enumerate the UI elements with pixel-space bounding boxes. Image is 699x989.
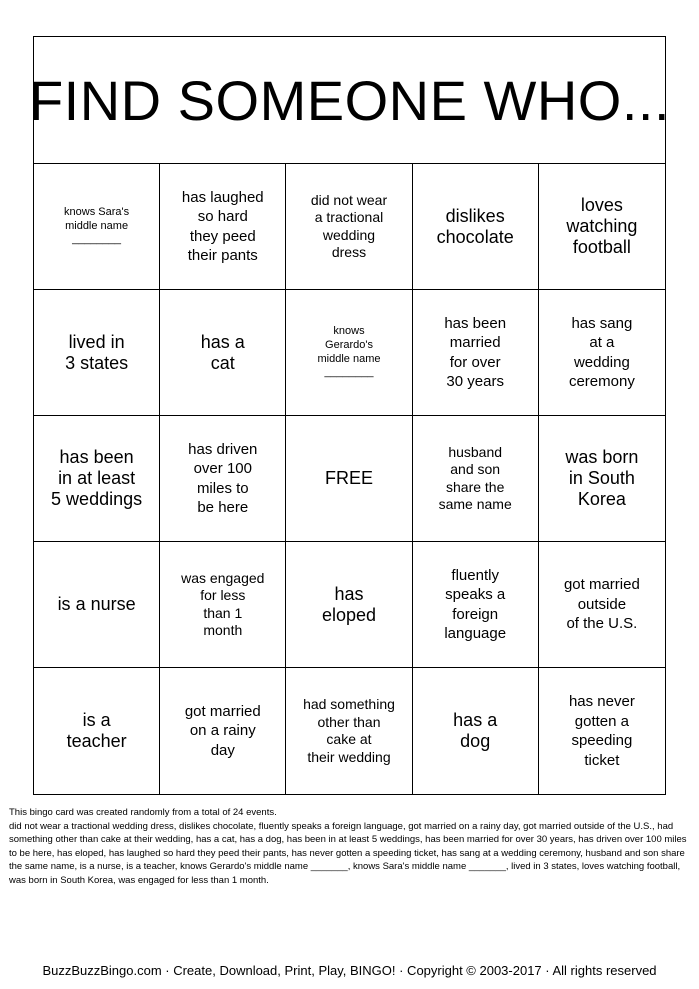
- bingo-cell[interactable]: [286, 668, 412, 794]
- bingo-cell[interactable]: [286, 542, 412, 668]
- bingo-cell[interactable]: [286, 290, 412, 416]
- cell-text: has sang at a wedding ceremony: [568, 314, 635, 390]
- bingo-cell[interactable]: [34, 164, 160, 290]
- cell-text: has been in at least 5 weddings: [51, 447, 143, 509]
- bingo-cell[interactable]: [34, 416, 160, 542]
- cell-text: was engaged for less than 1 month: [181, 569, 265, 638]
- bingo-cell[interactable]: [539, 164, 665, 290]
- bingo-grid: [34, 164, 665, 794]
- cell-text: has laughed so hard they peed their pants: [181, 188, 264, 264]
- cell-text: is a teacher: [66, 710, 127, 751]
- bingo-cell[interactable]: [539, 668, 665, 794]
- events-footnote: [9, 806, 692, 887]
- bingo-cell[interactable]: [34, 668, 160, 794]
- footnote-intro: This bingo card was created randomly from a total of 24 events.: [9, 807, 277, 818]
- copyright-footer: BuzzBuzzBingo.com · Create, Download, Print, Play, BINGO! · Copyright © 2003-2017 · All rights reserved: [42, 963, 657, 978]
- cell-text: got married outside of the U.S.: [563, 576, 640, 633]
- cell-text: got married on a rainy day: [184, 702, 261, 759]
- bingo-cell[interactable]: [286, 164, 412, 290]
- cell-text: husband and son share the same name: [438, 443, 512, 512]
- bingo-cell[interactable]: [160, 164, 286, 290]
- bingo-cell[interactable]: [539, 542, 665, 668]
- cell-text: lived in 3 states: [65, 331, 129, 373]
- bingo-cell[interactable]: [413, 668, 539, 794]
- cell-text: has a cat: [200, 331, 245, 373]
- cell-text: knows Sara's middle name ________: [64, 205, 130, 246]
- cell-text: had something other than cake at their wedding: [303, 696, 395, 765]
- cell-text: has a dog: [453, 710, 498, 751]
- bingo-cell[interactable]: [34, 542, 160, 668]
- bingo-cell[interactable]: [413, 542, 539, 668]
- bingo-cell[interactable]: [539, 416, 665, 542]
- cell-text: loves watching football: [566, 195, 638, 257]
- bingo-cell[interactable]: [413, 416, 539, 542]
- bingo-cell[interactable]: [160, 668, 286, 794]
- bingo-cell[interactable]: [413, 164, 539, 290]
- card-title: FIND SOMEONE WHO...: [34, 37, 665, 164]
- bingo-cell[interactable]: [160, 542, 286, 668]
- cell-text: has driven over 100 miles to be here: [188, 440, 258, 516]
- cell-text: has eloped: [321, 583, 377, 625]
- bingo-cell[interactable]: [34, 290, 160, 416]
- cell-text: has been married for over 30 years: [444, 314, 507, 390]
- cell-text: was born in South Korea: [565, 447, 639, 509]
- bingo-card: [28, 36, 671, 795]
- cell-text: is a nurse: [57, 594, 136, 615]
- cell-text: knows Gerardo's middle name ________: [317, 325, 381, 379]
- footnote-events: did not wear a tractional wedding dress, dislikes chocolate, fluently speaks a foreign language, got married on a rainy day, got married outside of the U.S., had something other than cake at their wedding, has a cat, has a dog, has been in at least 5 weddings, has been married for over 30 years, has driven over 100 miles to be here, has eloped, has laughed so hard they peed their pants, has never gotten a speeding ticket, has sang at a wedding ceremony, husband and son share the same name, is a nurse, is a teacher, knows Gerardo's middle name _______, knows Sara's middle name _______, lived in 3 states, loves watching football, was born in South Korea, was engaged for less than 1 month.: [9, 820, 687, 886]
- cell-text: FREE: [324, 468, 373, 489]
- cell-text: dislikes chocolate: [436, 205, 514, 247]
- free-cell[interactable]: [286, 416, 412, 542]
- cell-text: fluently speaks a foreign language: [444, 566, 507, 642]
- bingo-cell[interactable]: [413, 290, 539, 416]
- bingo-cell[interactable]: [160, 416, 286, 542]
- cell-text: did not wear a tractional wedding dress: [310, 191, 388, 260]
- bingo-cell[interactable]: [160, 290, 286, 416]
- cell-text: has never gotten a speeding ticket: [568, 693, 635, 769]
- bingo-cell[interactable]: [539, 290, 665, 416]
